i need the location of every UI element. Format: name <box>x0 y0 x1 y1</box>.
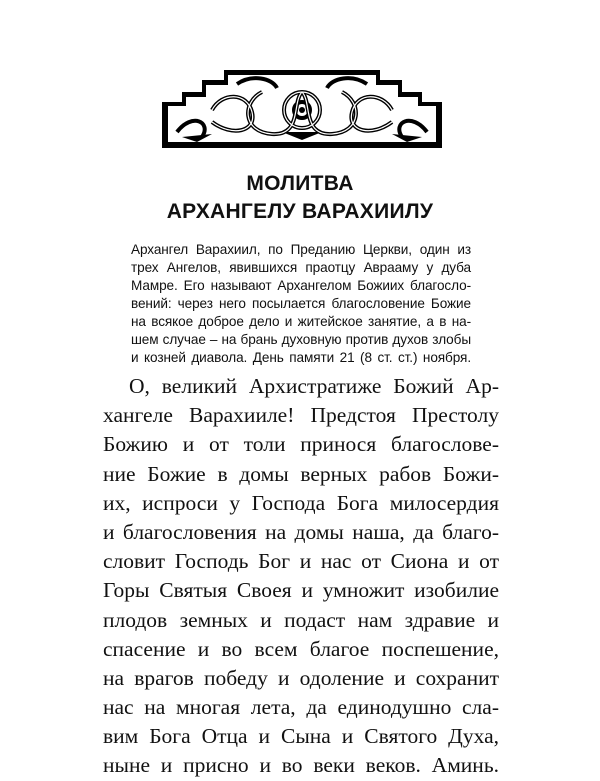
prayer-line: О, великий Архистратиже Божий Ар- <box>129 374 499 398</box>
prayer-line: вим Бога Отца и Сына и Святого Духа, <box>103 724 499 749</box>
prayer-line: спасение и во всем благое поспешение, <box>103 636 499 661</box>
prayer-line: ныне и присно и во веки веков. Аминь. <box>103 753 499 778</box>
prayer-line: плодов земных и подаст нам здравие и <box>103 607 499 632</box>
intro-line: трех Ангелов, явившихся праотцу Аврааму у дуба <box>131 260 471 275</box>
intro-line: Архангел Варахиил, по Преданию Церкви, один из <box>131 242 471 257</box>
ornament-headpiece <box>152 62 452 152</box>
prayer-line: на врагов победу и одоление и сохранит <box>103 665 499 690</box>
prayer-line: хангеле Варахииле! Предстоя Престолу <box>103 403 499 428</box>
prayer-line: и благословения на домы наша, да благо- <box>103 519 499 544</box>
intro-line: на всякое доброе дело и житейское занятие, а в на- <box>131 314 471 329</box>
intro-line: Мамре. Его называют Архангелом Божиих благосло- <box>131 278 471 293</box>
prayer-line: Божию и от толи принося благослове- <box>103 432 499 457</box>
prayer-line: их, испроси у Господа Бога милосердия <box>103 490 499 515</box>
prayer-line: ние Божие в домы верных рабов Божи- <box>103 461 499 486</box>
prayer-title-line-2: АРХАНГЕЛУ ВАРАХИИЛУ <box>166 200 434 223</box>
prayer-line: словит Господь Бог и нас от Сиона и от <box>103 549 499 574</box>
prayer-line: нас на многая лета, да единодушно сла- <box>103 695 499 720</box>
intro-line: вений: через него посылается благословение Божие <box>131 296 471 311</box>
prayer-title-line-1: МОЛИТВА <box>246 172 354 195</box>
intro-line: и козней диавола. День памяти 21 (8 ст. ст.) ноября. <box>131 350 471 365</box>
prayer-line: Горы Святыя Своея и умножит изобилие <box>103 578 499 603</box>
intro-paragraph <box>131 241 471 367</box>
intro-line: шем случае – на брань духовную против духов злобы <box>131 332 471 347</box>
prayer-text <box>103 372 499 781</box>
